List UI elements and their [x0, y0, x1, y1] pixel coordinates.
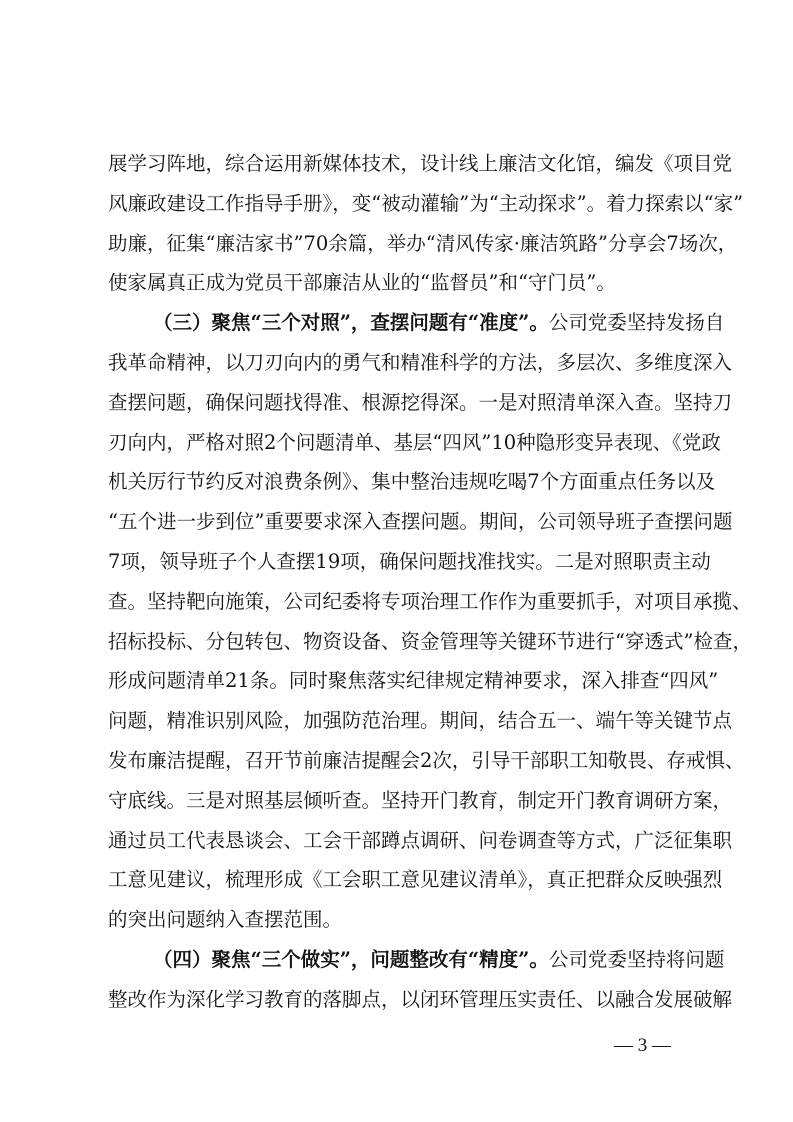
- text-line: 助廉，征集“廉洁家书”70余篇，举办“清风传家·廉洁筑路”分享会7场次，: [108, 231, 738, 255]
- text-line: “五个进一步到位”重要要求深入查摆问题。期间，公司领导班子查摆问题: [108, 510, 733, 534]
- text-line: 守底线。三是对照基层倾听查。坚持开门教育，制定开门教育调研方案，: [108, 788, 733, 812]
- section-heading-line: [108, 303, 725, 343]
- section-heading-line: [108, 940, 725, 980]
- text-line: 刃向内，严格对照2个问题清单、基层“四风”10种隐形变异表现、《党政: [108, 430, 721, 454]
- text-line: 工意见建议，梳理形成《工会职工意见建议清单》，真正把群众反映强烈: [108, 868, 723, 892]
- text-line: 的突出问题纳入查摆范围。: [108, 908, 343, 932]
- text-line: 整改作为深化学习教育的落脚点，以闭环管理压实责任、以融合发展破解: [108, 987, 733, 1011]
- text-line: 机关厉行节约反对浪费条例》、集中整治违规吃喝7个方面重点任务以及: [108, 470, 716, 494]
- text-line: 风廉政建设工作指导手册》，变“被动灌输”为“主动探求”。着力探索以“家”: [108, 191, 744, 215]
- text-line: 查摆问题，确保问题找得准、根源挖得深。一是对照清单深入查。坚持刀: [108, 390, 733, 414]
- text-line: 展学习阵地，综合运用新媒体技术，设计线上廉洁文化馆，编发《项目党: [108, 152, 733, 175]
- text-line: 使家属真正成为党员干部廉洁从业的“监督员”和“守门员”。: [108, 271, 616, 295]
- section-heading: （三）聚焦“三个对照”，查摆问题有“准度”。: [153, 311, 549, 335]
- section-heading: （四）聚焦“三个做实”，问题整改有“精度”。: [153, 947, 549, 971]
- page-number: — 3 —: [614, 1035, 671, 1056]
- text-line: 问题，精准识别风险，加强防范治理。期间，结合五一、端午等关键节点: [108, 709, 733, 733]
- text-line: 通过员工代表恳谈会、工会干部蹲点调研、问卷调查等方式，广泛征集职: [108, 828, 733, 852]
- text-line: 形成问题清单21条。同时聚焦落实纪律规定精神要求，深入排查“四风”: [108, 669, 719, 693]
- text-line: 我革命精神，以刀刃向内的勇气和精准科学的方法，多层次、多维度深入: [108, 350, 733, 374]
- text-line: 招标投标、分包转包、物资设备、资金管理等关键环节进行“穿透式”检查，: [108, 629, 752, 653]
- text-line: 查。坚持靶向施策，公司纪委将专项治理工作作为重要抓手，对项目承揽、: [108, 589, 752, 613]
- text-line: 发布廉洁提醒，召开节前廉洁提醒会2次，引导干部职工知敬畏、存戒惧、: [108, 748, 745, 772]
- text-span: 公司党委坚持将问题: [548, 947, 725, 971]
- text-line: 7项，领导班子个人查摆19项，确保问题找准找实。二是对照职责主动: [108, 549, 711, 573]
- text-span: 公司党委坚持发扬自: [548, 311, 725, 335]
- body-text: [108, 144, 752, 1020]
